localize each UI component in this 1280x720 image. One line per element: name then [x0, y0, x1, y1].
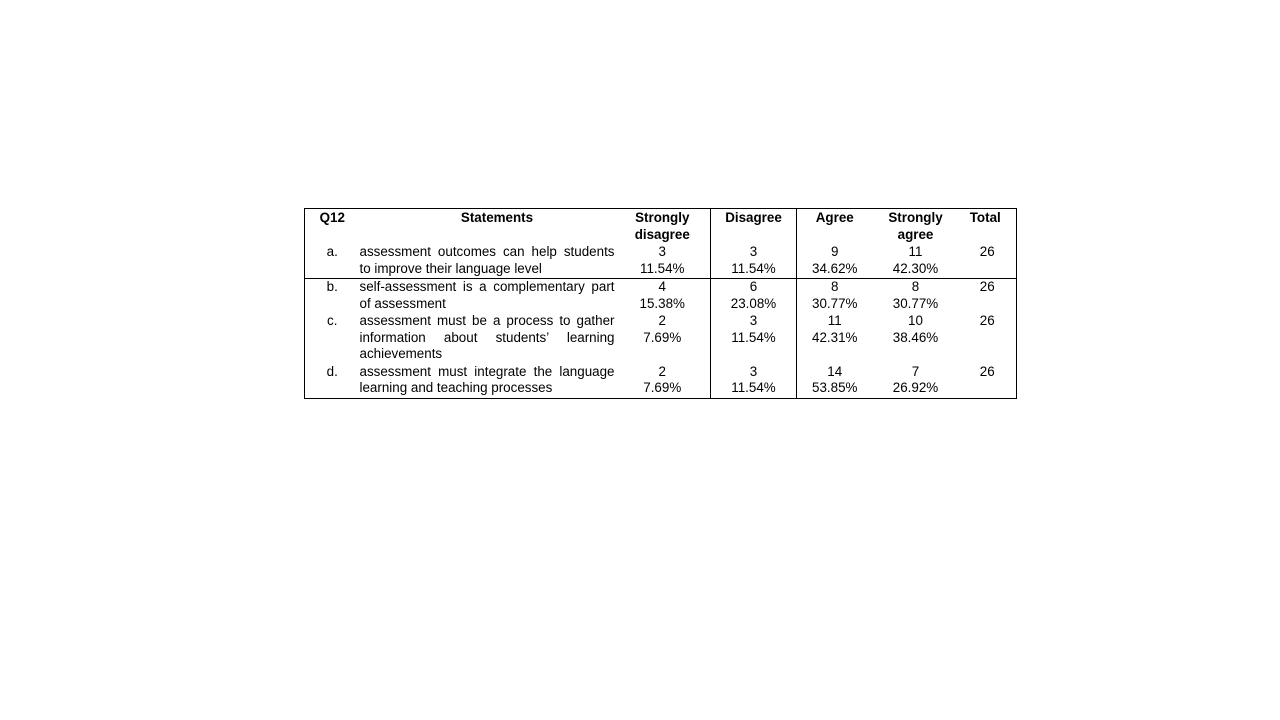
disagree-percent: 11.54%	[731, 260, 776, 276]
strongly-disagree-cell	[615, 244, 711, 279]
total-cell: 26	[959, 244, 1017, 279]
strongly-agree-percent: 26.92%	[892, 380, 939, 395]
disagree-cell	[711, 364, 797, 399]
agree-count: 8	[831, 279, 839, 294]
disagree-percent: 23.08%	[730, 295, 777, 311]
strongly-disagree-percent: 7.69%	[643, 380, 682, 395]
total-cell: 26	[979, 279, 995, 294]
disagree-cell	[711, 313, 797, 364]
strongly-agree-cell	[873, 313, 959, 364]
disagree-count: 3	[749, 244, 758, 259]
disagree-cell	[711, 244, 797, 279]
strongly-agree-percent: 42.30%	[892, 260, 939, 276]
total-cell: 26	[979, 363, 995, 379]
header-total: Total	[969, 210, 1001, 225]
agree-percent: 30.77%	[812, 295, 858, 311]
header-strongly-disagree: Strongly disagree	[634, 210, 690, 242]
strongly-disagree-percent: 11.54%	[640, 260, 685, 276]
header-disagree: Disagree	[711, 209, 797, 245]
strongly-agree-cell	[873, 364, 959, 399]
strongly-disagree-percent: 7.69%	[643, 329, 682, 345]
header-statements: Statements	[460, 210, 534, 225]
agree-count: 11	[827, 313, 842, 328]
disagree-cell	[711, 279, 797, 314]
agree-cell	[797, 364, 873, 399]
strongly-agree-percent: 38.46%	[892, 329, 939, 345]
strongly-disagree-cell	[615, 364, 711, 399]
agree-count: 14	[827, 363, 843, 379]
strongly-agree-cell	[873, 244, 959, 279]
strongly-agree-cell	[873, 279, 959, 314]
agree-percent: 53.85%	[812, 380, 858, 395]
agree-percent: 42.31%	[812, 329, 858, 345]
disagree-percent: 11.54%	[731, 380, 776, 395]
header-agree: Agree	[797, 209, 873, 245]
disagree-count: 3	[749, 363, 758, 379]
table-row	[305, 244, 1017, 279]
strongly-agree-count: 7	[911, 363, 920, 379]
statement-text: self-assessment is a complementary part of assessment	[359, 279, 615, 311]
strongly-agree-count: 11	[908, 244, 923, 259]
table-row	[305, 279, 1017, 314]
row-label: b.	[326, 279, 338, 294]
total-cell: 26	[979, 313, 995, 328]
statement-text: assessment must integrate the language learning and teaching processes	[359, 363, 615, 395]
disagree-count: 3	[749, 313, 758, 328]
agree-count: 9	[831, 244, 839, 259]
strongly-disagree-count: 4	[658, 279, 666, 294]
table-header-row	[305, 209, 1017, 245]
strongly-disagree-cell	[615, 313, 711, 364]
strongly-disagree-count: 2	[658, 363, 666, 379]
strongly-disagree-count: 2	[658, 313, 666, 328]
row-label: c.	[327, 313, 338, 328]
agree-cell	[797, 244, 873, 279]
row-label: a.	[305, 244, 360, 279]
strongly-agree-count: 8	[911, 279, 920, 294]
strongly-disagree-count: 3	[658, 244, 666, 259]
row-label: d.	[326, 363, 338, 379]
header-strongly-agree: Strongly agree	[888, 210, 943, 242]
statement-text: assessment outcomes can help students to improve their language level	[360, 244, 615, 279]
statement-text: assessment must be a process to gather information about students’ learning achievements	[359, 313, 615, 361]
table-row	[305, 364, 1017, 399]
agree-cell	[797, 313, 873, 364]
strongly-disagree-cell	[615, 279, 711, 314]
disagree-count: 6	[749, 279, 758, 294]
strongly-disagree-percent: 15.38%	[639, 295, 685, 311]
strongly-agree-percent: 30.77%	[892, 295, 939, 311]
agree-cell	[797, 279, 873, 314]
disagree-percent: 11.54%	[731, 329, 776, 345]
agree-percent: 34.62%	[812, 260, 858, 276]
survey-results-table	[304, 208, 1017, 399]
table-row	[305, 313, 1017, 364]
header-q12: Q12	[319, 210, 345, 225]
strongly-agree-count: 10	[908, 313, 923, 328]
